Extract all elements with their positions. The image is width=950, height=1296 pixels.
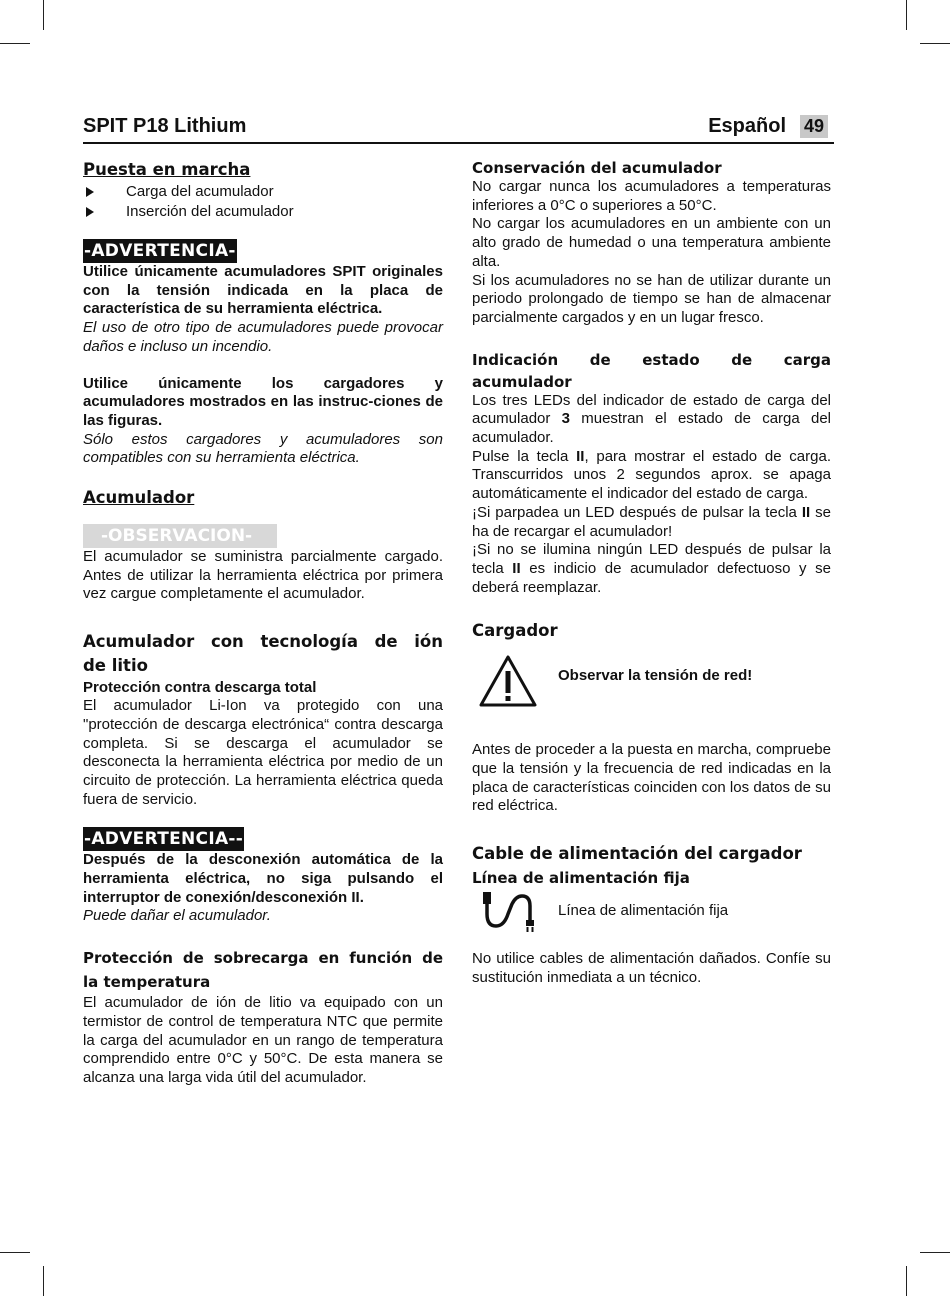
indicacion-p1: Los tres LEDs del indicador de estado de carga del acumulador 3 muestran el estado de carga del acumulador. — [472, 391, 832, 447]
conservacion-p1: No cargar nunca los acumuladores a temperaturas inferiores a 0°C o superiores a 50°C. — [472, 178, 831, 214]
crop-mark — [920, 1252, 950, 1253]
sobrecarga-text: El acumulador de ión de litio va equipado con un termistor de control de temperatura NTC que permite la carga del acumulador en un rango de temperatura comprendido entre 0°C y 50°C. De esta manera se alcanza una larga vida útil del acumulador. — [83, 994, 443, 1086]
section-heading-sobrecarga-line2: la temperatura — [83, 973, 211, 992]
conservacion-p3: Si los acumuladores no se han de utilizar durante un periodo prolongado de tiempo se han de almacenar parcialmente cargados y en un lugar fresco. — [472, 271, 831, 326]
section-heading-litio-line2: de litio — [83, 656, 148, 676]
triangle-bullet-icon — [86, 187, 94, 197]
cable-text: No utilice cables de alimentación dañados. Confíe su sustitución inmediata a un técnico. — [472, 950, 831, 986]
crop-mark — [906, 0, 907, 30]
section-heading-sobrecarga: Protección de sobrecarga en función de — [83, 949, 443, 968]
conservacion-p2: No cargar los acumuladores en un ambiente con un alto grado de humedad o una temperatura ambiente alta. — [472, 215, 831, 270]
observation-label: -OBSERVACION- — [83, 524, 277, 548]
section-heading-indicacion: Indicación de estado de carga — [472, 350, 831, 369]
cable-icon-row — [472, 890, 831, 942]
section-heading-cargador: Cargador — [472, 621, 558, 641]
indicacion-p4: ¡Si no se ilumina ningún LED después de pulsar la tecla II es indicio de acumulador defectuoso y se deberá reemplazar. — [472, 541, 831, 596]
warning-italic-text: Puede dañar el acumulador. — [83, 907, 271, 925]
list-item-label: Carga del acumulador — [126, 183, 274, 200]
power-cable-icon — [478, 890, 538, 938]
chargers-bold-text: Utilice únicamente los cargadores y acumuladores mostrados en las instruc-ciones de las figuras. — [83, 374, 443, 429]
acumulador-text: El acumulador se suministra parcialmente cargado. Antes de utilizar la herramienta eléctrica por primera vez cargue completamente el acumulador. — [83, 548, 443, 603]
warning-bold-text: Utilice únicamente acumuladores SPIT originales con la tensión indicada en la placa de característica de su herramienta eléctrica. — [83, 263, 443, 318]
indicacion-p2: Pulse la tecla II, para mostrar el estado de carga. Transcurridos unos 2 segundos aprox. se apaga automáticamente el indicador del estado de carga. — [472, 447, 831, 503]
section-heading-cable: Cable de alimentación del cargador — [472, 844, 802, 864]
puesta-list — [83, 182, 443, 221]
page-number: 49 — [800, 115, 828, 138]
warning-italic-text: El uso de otro tipo de acumuladores puede provocar daños e incluso un incendio. — [83, 319, 443, 355]
triangle-bullet-icon — [86, 207, 94, 217]
warning-label: -ADVERTENCIA-- — [84, 829, 244, 850]
section-heading-indicacion-line2: acumulador — [472, 372, 572, 391]
section-heading-conservacion: Conservación del acumulador — [472, 159, 722, 177]
list-item — [83, 202, 443, 222]
cable-subheading: Línea de alimentación fija — [472, 869, 690, 888]
left-column — [83, 158, 443, 1088]
section-heading-litio: Acumulador con tecnología de ión — [83, 632, 443, 652]
litio-text: El acumulador Li-Ion va protegido con una "protección de descarga electrónica“ contra descarga completa. Si se descarga el acumulador se desconecta la herramienta eléctrica por medio de un circuito de protección. La herramienta eléctrica queda fuera de servicio. — [83, 697, 443, 808]
crop-mark — [920, 43, 950, 44]
document-title: SPIT P18 Lithium — [83, 115, 247, 137]
warning-label: -ADVERTENCIA- — [84, 241, 236, 261]
page-header — [83, 114, 834, 144]
list-item — [83, 182, 443, 202]
crop-mark — [906, 1266, 907, 1296]
crop-mark — [43, 1266, 44, 1296]
right-column — [472, 158, 831, 988]
chargers-italic-text: Sólo estos cargadores y acumuladores son compatibles con su herramienta eléctrica. — [83, 430, 443, 467]
voltage-warning-text: Observar la tensión de red! — [558, 667, 753, 685]
list-item-label: Inserción del acumulador — [126, 202, 294, 220]
section-heading-puesta: Puesta en marcha — [83, 160, 251, 179]
warning-bold-text: Después de la desconexión automática de la herramienta eléctrica, no siga pulsando el interruptor de conexión/desconexión II. — [83, 851, 443, 906]
section-heading-acumulador: Acumulador — [83, 488, 195, 508]
crop-mark — [43, 0, 44, 30]
crop-mark — [0, 1252, 30, 1253]
crop-mark — [0, 43, 30, 44]
cable-icon-label: Línea de alimentación fija — [558, 902, 729, 920]
warning-triangle-icon — [478, 653, 538, 709]
language-label: Español — [708, 115, 786, 137]
voltage-warning-row — [472, 653, 831, 717]
cargador-text: Antes de proceder a la puesta en marcha, compruebe que la tensión y la frecuencia de red indicadas en la placa de características coinciden con los datos de su red eléctrica. — [472, 741, 831, 815]
litio-subheading: Protección contra descarga total — [83, 679, 317, 697]
indicacion-p3: ¡Si parpadea un LED después de pulsar la tecla II se ha de recargar el acumulador! — [472, 503, 831, 540]
